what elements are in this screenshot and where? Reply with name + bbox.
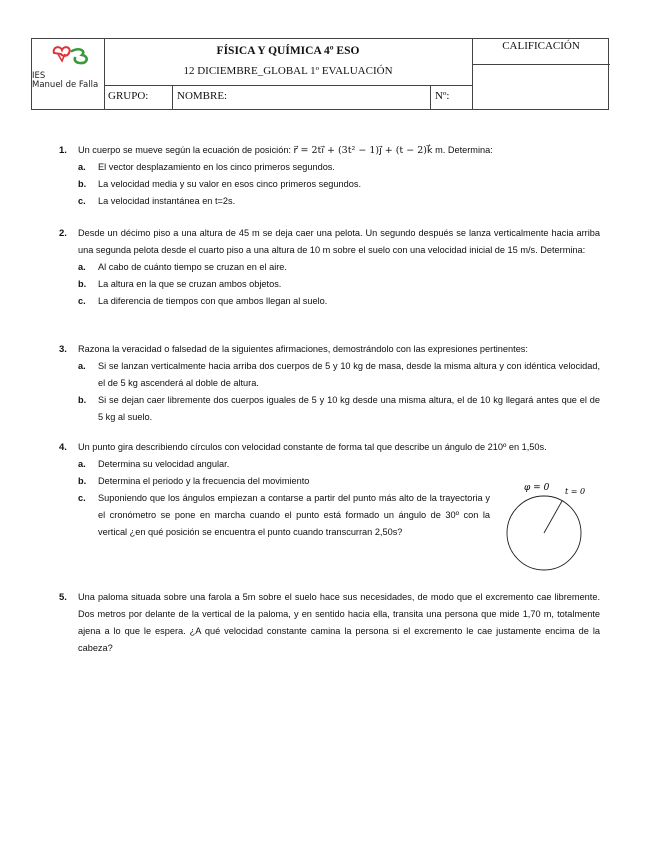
- circular-motion-figure: [498, 480, 598, 572]
- question-items: [59, 259, 600, 310]
- item-text: La velocidad media y su valor en esos cinco primeros segundos.: [98, 179, 362, 189]
- list-item: [59, 358, 600, 392]
- school-name: [32, 72, 98, 90]
- item-text: Determina su velocidad angular.: [98, 459, 230, 469]
- item-letter: b.: [78, 179, 87, 189]
- header-divider: [472, 64, 610, 65]
- item-letter: a.: [78, 162, 86, 172]
- circle-diagram: [498, 480, 598, 572]
- item-letter: a.: [78, 262, 86, 272]
- question-items: [59, 159, 600, 210]
- numero-field[interactable]: Nº:: [435, 90, 450, 102]
- t-label: t = 0: [565, 487, 586, 496]
- item-text: La diferencia de tiempos con que ambos llegan al suelo.: [98, 296, 328, 306]
- question-number: 2.: [59, 228, 67, 239]
- question-3: [59, 341, 600, 426]
- phi-label: φ = 0: [524, 483, 550, 493]
- question-items: [59, 358, 600, 426]
- question-1: [59, 142, 600, 210]
- list-item: [59, 176, 600, 193]
- list-item: [59, 392, 600, 426]
- question-2: [59, 225, 600, 310]
- item-text: Al cabo de cuánto tiempo se cruzan en el aire.: [98, 262, 287, 272]
- school-name-line: Manuel de Falla: [32, 80, 99, 90]
- question-text: [78, 142, 600, 159]
- question-number: 3.: [59, 344, 67, 355]
- header-divider: [104, 85, 472, 86]
- question-text: Desde un décimo piso a una altura de 45 m se deja caer una pelota. Un segundo después se lanza verticalmente hacia arriba una segunda pelota desde el cuarto piso a una altura de 10 m sobre el suelo con una velocidad inicial de 15 m/s. Determina:: [78, 228, 600, 255]
- header-divider: [172, 85, 173, 109]
- list-item: [59, 193, 600, 210]
- item-letter: a.: [78, 361, 86, 371]
- list-item: [59, 293, 600, 310]
- question-text-before: Un cuerpo se mueve según la ecuación de posición:: [78, 145, 291, 155]
- question-text: Razona la veracidad o falsedad de la siguientes afirmaciones, demostrándolo con las expresiones pertinentes:: [78, 344, 528, 354]
- exam-header: [31, 38, 609, 110]
- item-text: El vector desplazamiento en los cinco primeros segundos.: [98, 162, 335, 172]
- item-text: Determina el periodo y la frecuencia del movimiento: [98, 476, 310, 486]
- list-item: [59, 456, 600, 473]
- question-number: 4.: [59, 442, 67, 453]
- list-item: [59, 159, 600, 176]
- school-logo-icon: [32, 39, 104, 73]
- question-text-after: m. Determina:: [435, 145, 493, 155]
- item-letter: c.: [78, 493, 86, 503]
- item-text: La altura en la que se cruzan ambos objetos.: [98, 279, 282, 289]
- school-name-line: IES: [32, 71, 46, 81]
- position-equation: r⃗ = 2ti⃗ + (3t² − 1)j⃗ + (t − 2)k⃗: [293, 145, 433, 156]
- item-text: Si se lanzan verticalmente hacia arriba dos cuerpos de 5 y 10 kg de masa, desde la misma altura y con idéntica velocidad, el de 5 kg ascenderá al doble de altura.: [98, 361, 600, 388]
- item-letter: c.: [78, 296, 86, 306]
- question-5: [59, 589, 600, 657]
- item-letter: b.: [78, 395, 87, 405]
- question-text: Un punto gira describiendo círculos con velocidad constante de forma tal que describe un ángulo de 210º en 1,50s.: [78, 442, 547, 452]
- item-letter: c.: [78, 196, 86, 206]
- exam-title: 12 DICIEMBRE_GLOBAL 1º EVALUACIÓN: [183, 65, 393, 77]
- item-letter: b.: [78, 476, 87, 486]
- question-number: 1.: [59, 145, 67, 156]
- item-text: Si se dejan caer libremente dos cuerpos iguales de 5 y 10 kg desde una misma altura, el de 10 kg llegará antes que el de 5 kg al suelo.: [98, 395, 600, 422]
- grupo-field[interactable]: GRUPO:: [108, 90, 149, 102]
- list-item: [59, 259, 600, 276]
- question-number: 5.: [59, 592, 67, 603]
- list-item: [59, 276, 600, 293]
- item-text: Suponiendo que los ángulos empiezan a contarse a partir del punto más alto de la trayectoria y el cronómetro se pone en marcha cuando el punto está formado un ángulo de 30º con la vertical ¿en qué posición se encuentra el punto cuando transcurran 2,50s?: [98, 493, 490, 537]
- school-logo: [32, 39, 104, 109]
- item-text: La velocidad instantánea en t=2s.: [98, 196, 236, 206]
- nombre-field[interactable]: NOMBRE:: [177, 90, 228, 102]
- calificacion-label: CALIFICACIÓN: [502, 40, 580, 52]
- item-letter: b.: [78, 279, 87, 289]
- subject-title: FÍSICA Y QUÍMICA 4º ESO: [216, 45, 360, 57]
- item-letter: a.: [78, 459, 86, 469]
- radius-line: [544, 501, 562, 533]
- question-text: Una paloma situada sobre una farola a 5m sobre el suelo hace sus necesidades, de modo que el excremento cae libremente. Dos metros por delante de la vertical de la paloma, y en sentido hacia ella, transita una persona que mide 1,70 m, totalmente ajena a lo que le espera. ¿A qué velocidad constante camina la persona si el excremento le cae justamente encima de la cabeza?: [78, 592, 600, 653]
- header-divider: [430, 85, 431, 109]
